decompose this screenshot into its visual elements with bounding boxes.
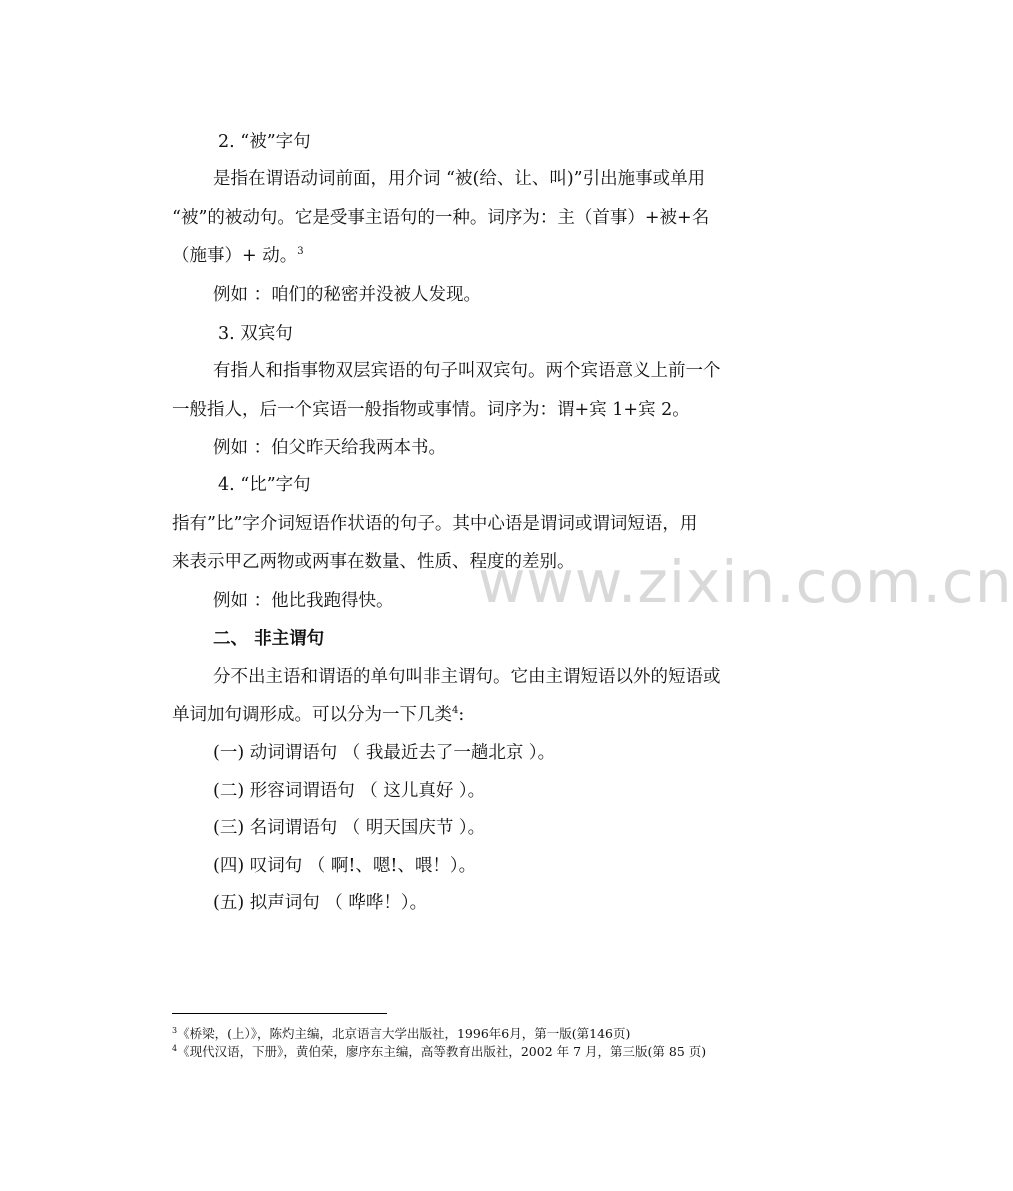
footnote-ref-4[interactable]: 4	[452, 705, 459, 717]
paragraph-line	[172, 702, 464, 728]
paragraph-line-text: （施事）+ 动。	[172, 246, 298, 266]
list-item: (五) 拟声词句 （ 哗哗！）。	[213, 893, 428, 913]
paragraph-line-text: 单词加句调形成。可以分为一下几类	[172, 705, 452, 725]
footnote-4	[172, 1044, 706, 1060]
example-line: 例如 ：伯父昨天给我两本书。	[213, 438, 447, 458]
footnote-mark: 4	[172, 1043, 178, 1053]
paragraph-line: 分不出主语和谓语的单句叫非主谓句。它由主谓短语以外的短语或	[213, 667, 721, 687]
list-item: (三) 名词谓语句 （ 明天国庆节 ）。	[213, 818, 486, 838]
footnote-ref-3[interactable]: 3	[297, 246, 304, 258]
paragraph-line: 一般指人，后一个宾语一般指物或事情。词序为：谓+宾 1+宾 2。	[172, 400, 690, 420]
footnote-text: 《现代汉语，下册》，黄伯荣，廖序东主编，高等教育出版社，2002 年 7 月，第三版(第 85 页)	[177, 1044, 707, 1059]
paragraph-line: “被”的被动句。它是受事主语句的一种。词序为：主（首事）+被+名	[172, 208, 710, 228]
paragraph-line-colon: :	[458, 705, 465, 725]
paragraph-line: 来表示甲乙两物或两事在数量、性质、程度的差别。	[172, 552, 575, 572]
example-line: 例如 ：咱们的秘密并没被人发现。	[213, 285, 482, 305]
footnote-text: 《桥梁，(上）》，陈灼主编，北京语言大学出版社，1996年6月，第一版(第146页)	[177, 1026, 631, 1041]
example-line: 例如 ：他比我跑得快。	[213, 591, 394, 611]
paragraph-line: 是指在谓语动词前面，用介词 “被(给、让、叫)”引出施事或单用	[213, 169, 706, 189]
heading-double-object: 3. 双宾句	[218, 324, 293, 344]
heading-bi-sentence: 4. “比”字句	[218, 475, 311, 495]
section-heading-non-subject-predicate: 二、 非主谓句	[213, 629, 325, 649]
paragraph-line: 有指人和指事物双层宾语的句子叫双宾句。两个宾语意义上前一个	[213, 361, 721, 381]
heading-bei-sentence: 2. “被”字句	[218, 132, 311, 152]
list-item: (二) 形容词谓语句 （ 这儿真好 ）。	[213, 781, 486, 801]
paragraph-line: 指有”比”字介词短语作状语的句子。其中心语是谓词或谓词短语，用	[172, 514, 698, 534]
paragraph-line	[172, 243, 304, 269]
list-item: (一) 动词谓语句 （ 我最近去了一趟北京 ）。	[213, 743, 556, 763]
watermark: www.zixin.com.cn	[478, 548, 1013, 616]
list-item: (四) 叹词句 （ 啊!、嗯!、喂！）。	[213, 856, 477, 876]
footnote-mark: 3	[172, 1025, 178, 1035]
footnote-separator	[172, 1013, 387, 1014]
footnote-3	[172, 1026, 630, 1042]
